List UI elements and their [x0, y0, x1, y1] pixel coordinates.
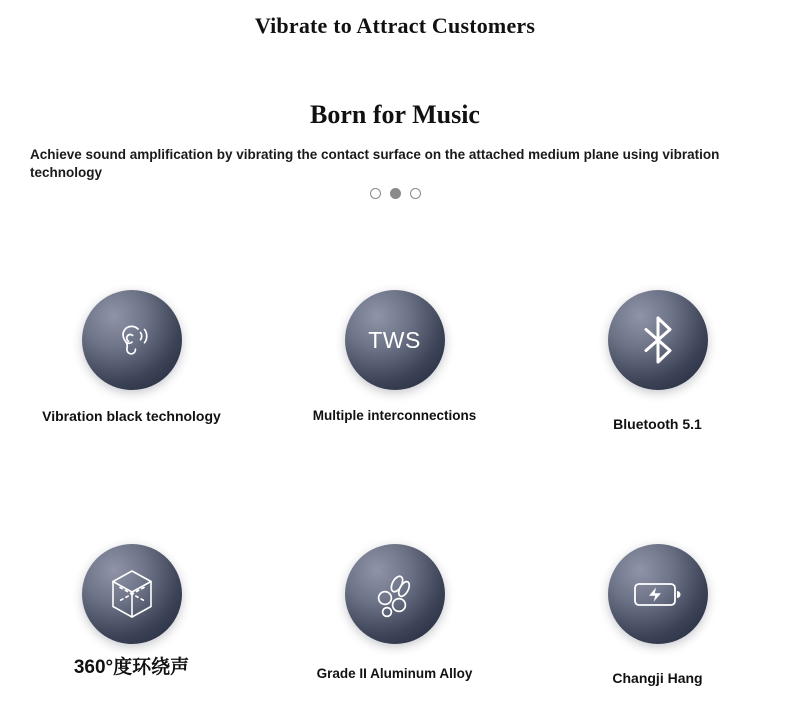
feature-icon-circle: [608, 544, 708, 644]
ear-vibration-icon: [105, 313, 159, 367]
carousel-dot-3[interactable]: [410, 188, 421, 199]
feature-label: Grade II Aluminum Alloy: [316, 666, 473, 681]
feature-icon-circle: [345, 544, 445, 644]
feature-row: [0, 290, 790, 434]
battery-charge-icon: [630, 574, 686, 614]
aluminum-grains-icon: [368, 567, 422, 621]
feature-item-bluetooth[interactable]: [526, 290, 789, 434]
bluetooth-icon: [636, 314, 680, 366]
feature-label: Bluetooth 5.1: [613, 416, 702, 432]
feature-icon-circle: [608, 290, 708, 390]
hero-description: Achieve sound amplification by vibrating the contact surface on the attached medium plane using vibration technology: [30, 147, 720, 180]
cube-360-icon: [106, 567, 158, 621]
feature-icon-circle: [82, 544, 182, 644]
headline-top: Vibrate to Attract Customers: [254, 13, 536, 38]
carousel-dot-2[interactable]: [390, 188, 401, 199]
feature-row: [0, 544, 790, 688]
feature-item-360[interactable]: [0, 544, 263, 688]
feature-item-vibration[interactable]: [0, 290, 263, 434]
feature-label: Changji Hang: [612, 670, 703, 686]
feature-label: Vibration black technology: [42, 408, 221, 424]
feature-grid: [0, 290, 790, 688]
tws-text-icon: TWS: [368, 326, 421, 353]
feature-icon-circle: [82, 290, 182, 390]
feature-item-tws[interactable]: [263, 290, 526, 434]
feature-icon-circle: [345, 290, 445, 390]
carousel-dots[interactable]: [0, 188, 790, 199]
page-title: Born for Music: [310, 100, 480, 129]
carousel-dot-1[interactable]: [370, 188, 381, 199]
feature-label: 360°度环绕声: [73, 657, 190, 678]
feature-label: Multiple interconnections: [312, 408, 477, 423]
hero-section: [0, 0, 790, 182]
feature-item-battery[interactable]: [526, 544, 789, 688]
feature-item-aluminum[interactable]: [263, 544, 526, 688]
